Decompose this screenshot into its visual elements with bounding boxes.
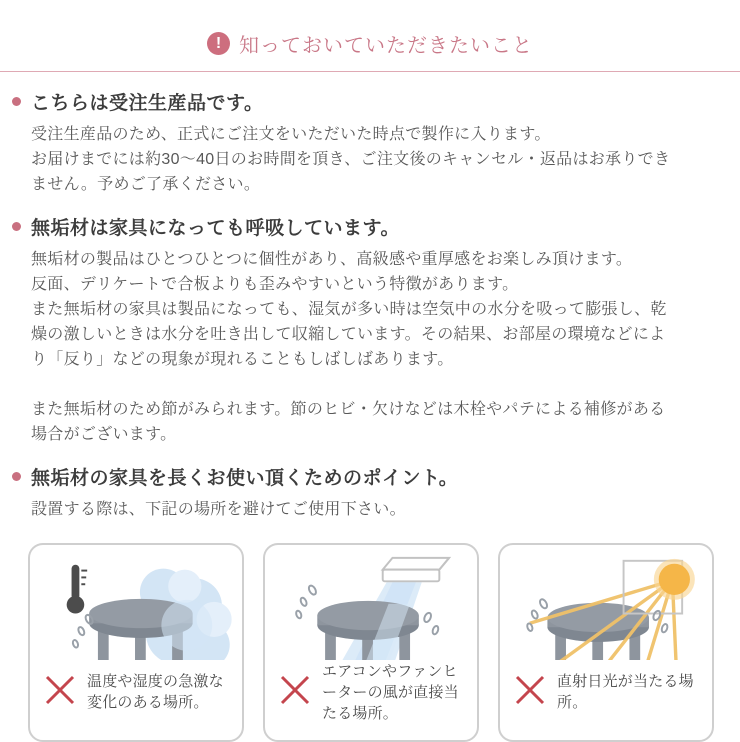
body-line: 無垢材の製品はひとつひとつに個性があり、高級感や重厚感をお楽しみ頂けます。 [31,251,633,268]
section-made-to-order [0,88,740,197]
thermometer-icon [67,565,88,614]
section-heading-text: 無垢材の家具を長くお使い頂くためのポイント。 [31,468,459,489]
exclamation-circle-icon: ! [207,32,230,55]
section-body [31,122,681,197]
card-caption-row [273,660,469,732]
section-usage-points [0,463,740,522]
warning-card-temperature-humidity [28,543,244,742]
section-body [31,247,681,447]
section-heading [12,88,714,115]
body-line: 反面、デリケートで合板よりも歪みやすいという特徴があります。 [31,276,519,293]
direct-sunlight-table-illustration [508,553,704,660]
page-title: 知っておいていただきたいこと [239,35,533,57]
sun-icon [654,559,695,600]
section-heading-text: 無垢材は家具になっても呼吸しています。 [31,218,400,239]
section-solid-wood-breathes [0,213,740,447]
body-line: 設置する際は、下記の場所を避けてご使用下さい。 [31,501,406,518]
bullet-icon [12,472,21,481]
warning-card-air-conditioner [263,543,479,742]
air-conditioner-icon [383,558,449,581]
x-mark-icon [42,672,78,713]
body-line: お届けまでには約30〜40日のお時間を頂き、ご注文後のキャンセル・返品はお承りできません。予めご了承ください。 [31,151,671,193]
x-mark-icon [277,672,313,713]
thermometer-humidity-table-illustration [38,553,234,660]
page-header [0,0,740,58]
section-heading-text: こちらは受注生産品です。 [31,93,264,114]
card-caption-row [508,660,704,732]
body-line: 受注生産品のため、正式にご注文をいただいた時点で製作に入ります。 [31,126,551,143]
section-heading [12,463,714,490]
card-caption: 温度や湿度の急激な変化のある場所。 [87,673,224,711]
header-divider [0,71,740,72]
warning-cards [28,543,714,742]
bullet-icon [12,222,21,231]
card-caption: 直射日光が当たる場所。 [557,673,694,711]
card-caption: エアコンやファンヒーターの風が直接当たる場所。 [322,662,459,722]
air-conditioner-table-illustration [273,553,469,660]
card-caption-row [38,660,234,732]
section-heading [12,213,714,240]
section-body [31,497,681,522]
body-line: また無垢材の家具は製品になっても、湿気が多い時は空気中の水分を吸って膨張し、乾燥の激しいときは水分を吐き出して収縮しています。その結果、お部屋の環境などにより「反り」などの現象が現れることもしばしばあります。 [31,301,667,368]
bullet-icon [12,97,21,106]
warning-card-direct-sunlight [498,543,714,742]
body-line: また無垢材のため節がみられます。節のヒビ・欠けなどは木栓やパテによる補修がある場合がございます。 [31,401,666,443]
x-mark-icon [512,672,548,713]
